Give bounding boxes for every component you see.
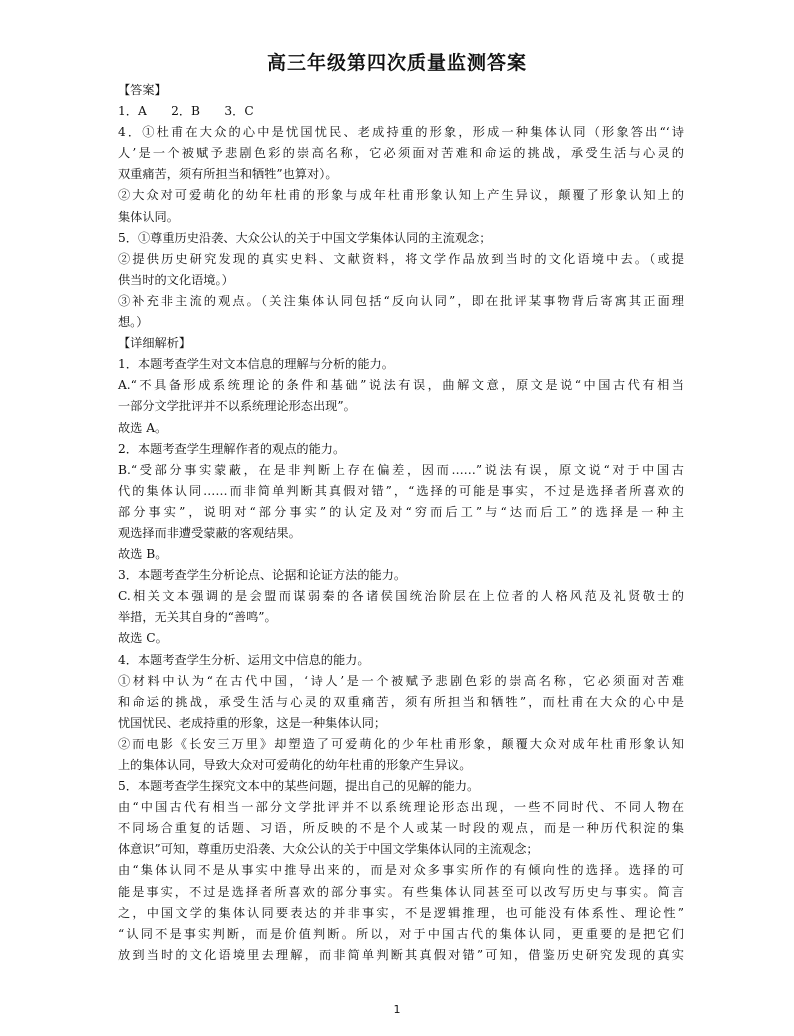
text-line: ②提供历史研究发现的真实史料、文献资料，将文学作品放到当时的文化语境中去。（或提	[118, 251, 684, 266]
text-line: 1．A 2．B 3．C	[118, 104, 254, 119]
text-line: 一部分文学批评并不以系统理论形态出现”。	[118, 399, 356, 414]
text-line: 忧国忧民、老成持重的形象，这是一种集体认同；	[118, 715, 387, 730]
text-line: 和命运的挑战，承受生活与心灵的双重痛苦，须有所担当和牺牲”，而杜甫在大众的心中是	[118, 694, 684, 709]
text-line: 想。）	[118, 315, 149, 330]
text-line: B.“受部分事实蒙蔽，在是非判断上存在偏差，因而……”说法有误，原文说“对于中国古	[118, 462, 684, 477]
text-line: C.相关文本强调的是会盟而谋弱秦的各诸侯国统治阶层在上位者的人格风范及礼贤敬士的	[118, 589, 684, 604]
text-line: 故选 C。	[118, 631, 168, 646]
text-line: 代的集体认同……而非简单判断其真假对错”，“选择的可能是事实，不过是选择者所喜欢的	[118, 483, 684, 498]
text-line: 放到当时的文化语境里去理解，而非简单判断其真假对错”可知，借鉴历史研究发现的真实	[118, 947, 684, 962]
text-line: 4．①杜甫在大众的心中是忧国忧民、老成持重的形象，形成一种集体认同（形象答出“‘诗	[118, 125, 684, 140]
text-line: 5．本题考查学生探究文本中的某些问题，提出自己的见解的能力。	[118, 779, 480, 794]
text-line: 【详细解析】	[118, 336, 192, 351]
text-line: A.“不具备形成系统理论的条件和基础”说法有误，曲解文意，原文是说“中国古代有相当	[118, 378, 684, 393]
text-line: 由“集体认同不是从事实中推导出来的，而是对众多事实所作的有倾向性的选择。选择的可	[118, 863, 684, 878]
text-line: 集体认同。	[118, 209, 179, 224]
text-line: 部分事实”，说明对“部分事实”的认定及对“穷而后工”与“达而后工”的选择是一种主	[118, 504, 684, 519]
text-line: 体意识”可知，尊重历史沿袭、大众公认的关于中国文学集体认同的主流观念；	[118, 842, 539, 857]
text-line: 人’是一个被赋予悲剧色彩的崇高名称，它必须面对苦难和命运的挑战，承受生活与心灵的	[118, 146, 684, 161]
text-line: “认同不是事实判断，而是价值判断。所以，对于中国古代的集体认同，更重要的是把它们	[118, 926, 684, 941]
text-line: 4．本题考查学生分析、运用文中信息的能力。	[118, 652, 370, 667]
text-line: ①材料中认为“在古代中国，‘诗人’是一个被赋予悲剧色彩的崇高名称，它必须面对苦难	[118, 673, 684, 688]
text-line: ②而电影《长安三万里》却塑造了可爱萌化的少年杜甫形象，颠覆大众对成年杜甫形象认知	[118, 736, 684, 751]
text-line: 双重痛苦，须有所担当和牺牲”也算对）。	[118, 167, 338, 182]
text-line: 能是事实，不过是选择者所喜欢的部分事实。有些集体认同甚至可以改写历史与事实。简言	[118, 884, 684, 899]
text-line: 3．本题考查学生分析论点、论据和论证方法的能力。	[118, 568, 407, 583]
text-line: 由“中国古代有相当一部分文学批评并不以系统理论形态出现，一些不同时代、不同人物在	[118, 800, 684, 815]
text-line: 故选 B。	[118, 547, 168, 562]
text-line: 【答案】	[118, 83, 167, 97]
text-line: 1．本题考查学生对文本信息的理解与分析的能力。	[118, 357, 394, 372]
answer-content	[118, 80, 684, 966]
page-title: 高三年级第四次质量监测答案	[266, 52, 527, 74]
text-line: 5．①尊重历史沿袭、大众公认的关于中国文学集体认同的主流观念；	[118, 230, 492, 245]
text-line: 供当时的文化语境。）	[118, 272, 234, 287]
text-line: 之，中国文学的集体认同要表达的并非事实，不是逻辑推理，也可能没有体系性、理论性”	[118, 905, 684, 920]
text-line: 观选择而非遭受蒙蔽的客观结果。	[118, 525, 301, 540]
page-number: 1	[393, 1003, 401, 1016]
text-line: 举措，无关其自身的“善鸣”。	[118, 610, 277, 625]
text-line: ②大众对可爱萌化的幼年杜甫的形象与成年杜甫形象认知上产生异议，颠覆了形象认知上的	[118, 188, 684, 203]
text-line: ③补充非主流的观点。（关注集体认同包括“反向认同”，即在批评某事物背后寄寓其正面理	[118, 293, 684, 308]
text-line: 上的集体认同，导致大众对可爱萌化的幼年杜甫的形象产生异议。	[118, 758, 472, 772]
text-line: 不同场合重复的话题、习语，所反映的不是个人或某一时段的观点，而是一种历代积淀的集	[118, 821, 684, 836]
text-line: 故选 A。	[118, 420, 168, 435]
text-line: 2．本题考查学生理解作者的观点的能力。	[118, 441, 346, 456]
